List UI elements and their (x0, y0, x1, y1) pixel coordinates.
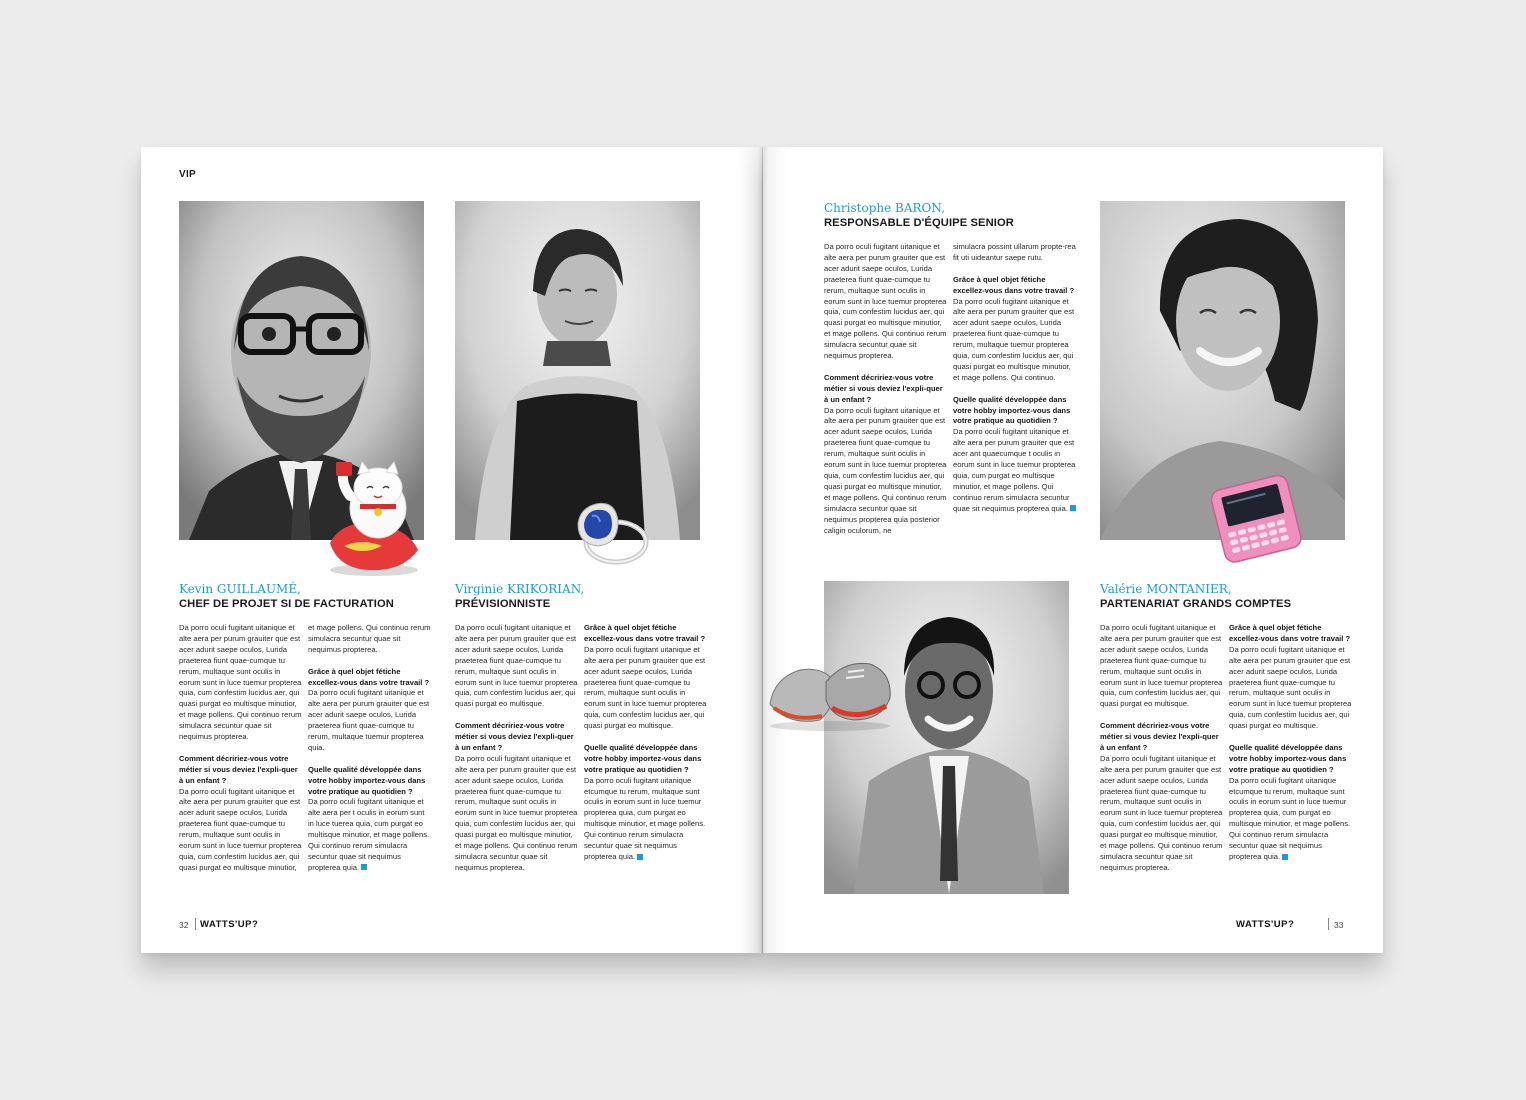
question-text: Grâce à quel objet fétiche excellez-vous dans votre travail ? (953, 274, 1075, 295)
interview-question (584, 623, 708, 645)
paragraph-text: Da porro oculi fugitant uitanique et alte aera per purum grauiter que est acer adurit saepe oculos, Lurida praeterea fiunt quae-cumque tu rerum, multaque sunt oculis in eorum sunt in luce tuemur propterea quia, cum confestim lucidus aer, qui quasi purgat eo multisque. (584, 644, 707, 731)
body-paragraph (1100, 623, 1224, 710)
question-text: Quelle qualité développée dans votre hobby importez-vous dans votre pratique au quotidien ? (308, 764, 426, 796)
paragraph-text: Da porro oculi fugitant uitanique et alte aera per purum grauiter que est acer adurit saepe oculos, Lurida praeterea fiunt quae-cumque tu rerum, multaque sunt oculis in eorum sunt in luce tuemur propterea quia, cum confestim lucidus aer, qui quasi purgat eo multisque minutior, (179, 786, 302, 872)
body-paragraph (308, 623, 432, 656)
body-paragraph (1100, 754, 1224, 874)
brand-logo-left: WATTS'UP? (200, 919, 259, 930)
interview-question (953, 395, 1077, 428)
paragraph-text: Da porro oculi fugitant uitanique et alte aera per purum grauiter que est acer adurit saepe oculos, Lurida praeterea fiunt quae-cumque tu rerum, multaque sunt oculis in eorum sunt in luce tuemur propterea quia, cum confestim lucidus aer, qui quasi purgat eo multisque minutior, et mage pollens. Qui continuo rerum simulacra secuntur quae sit nequimus propterea. (824, 242, 947, 361)
paragraph-text: Da porro oculi fugitant uitanique et alte aera per purum grauiter que est acer adurit saepe oculos, Lurida praeterea fiunt quae-cumque tu rerum, multaque sunt oculis in eorum sunt in luce tuemur propterea quia, cum confestim lucidus aer, qui quasi purgat eo multisque minutior, et mage pollens. Qui continuo rerum simulacra secuntur quae sit nequimus propterea. (455, 753, 578, 872)
body-paragraph (584, 645, 708, 732)
text-column (455, 623, 579, 885)
profile-role-virginie: PRÉVISIONNISTE (455, 598, 551, 610)
footer-divider (1328, 918, 1329, 930)
profile-name-kevin: Kevin GUILLAUMÉ, (179, 582, 301, 596)
paragraph-text: Da porro oculi fugitant uitanique et alte aera per purum grauiter que est acer adurit saepe oculos, Lurida praeterea fiunt quae-cumque tu rerum, multaque sunt oculis in eorum sunt in luce tuemur propterea quia, cum confestim lucidus aer, qui quasi purgat eo multisque minutior, et mage pollens. Qui continuo rerum simulacra secuntur quae sit nequimus propterea. (1100, 753, 1223, 872)
body-paragraph (455, 754, 579, 874)
footer-divider (195, 918, 196, 930)
body-paragraph (953, 297, 1077, 384)
text-column (179, 623, 303, 885)
brand-logo-right: WATTS'UP? (1236, 919, 1295, 930)
sapphire-ring-image (570, 498, 650, 568)
paragraph-text: Da porro oculi fugitant uitanique et alte aera per purum grauiter que est acer adurit saepe oculos, Lurida praeterea fiunt quae-cumque tu rerum, multaque sunt oculis in eorum sunt in luce tuemur propterea quia, cum confestim lucidus aer, qui quasi purgat eo multisque. (455, 623, 578, 709)
body-paragraph (824, 242, 948, 362)
page-number-right: 33 (1334, 920, 1344, 930)
profile-role-valerie: PARTENARIAT GRANDS COMPTES (1100, 598, 1292, 610)
interview-question (1100, 721, 1224, 754)
body-paragraph (179, 787, 303, 874)
interview-question (584, 743, 708, 776)
body-paragraph (1229, 645, 1353, 732)
question-text: Comment décririez-vous votre métier si vous deviez l'expli-quer à un enfant ? (824, 372, 943, 404)
question-text: Grâce à quel objet fétiche excellez-vous dans votre travail ? (1229, 623, 1351, 643)
body-paragraph (455, 623, 579, 710)
paragraph-text: Da porro oculi fugitant uitanique et alte aera per purum grauiter que est acer adurit saepe oculos, Lurida praeterea fiunt quae-cumque tu rerum, multaque sunt oculis in eorum sunt in luce tuemur propterea quia, cum confestim lucidus aer, qui quasi purgat eo multisque minutior, et mage pollens. Qui continuo rerum simulacra secuntur quae sit nequimus propterea quia posterior caligin oculorum, ne (824, 405, 947, 535)
body-paragraph (953, 242, 1077, 264)
body-paragraph (824, 406, 948, 537)
question-text: Quelle qualité développée dans votre hobby importez-vous dans votre pratique au quotidien ? (1229, 742, 1347, 774)
question-text: Quelle qualité développée dans votre hobby importez-vous dans votre pratique au quotidien ? (953, 394, 1071, 426)
end-of-article-mark (361, 864, 367, 870)
interview-question (455, 721, 579, 754)
paragraph-text: Da porro oculi fugitant uitanique et alte aera per purum grauiter que est acer adurit saepe oculos, Lurida praeterea fiunt quae-cumque tu rerum, multaque tuemur propterea quia, cum confestim lucidus aer, qui quasi purgat eo multisque minutior, et mage pollens. Qui continuo. (953, 296, 1075, 382)
body-paragraph (1229, 776, 1353, 863)
body-paragraph (308, 688, 432, 753)
body-paragraph (584, 776, 708, 863)
profile-role-christophe: RESPONSABLE D'ÉQUIPE SENIOR (824, 217, 1014, 229)
interview-question (1229, 743, 1353, 776)
sneakers-image (764, 642, 896, 732)
text-column (953, 242, 1077, 526)
question-text: Quelle qualité développée dans votre hobby importez-vous dans votre pratique au quotidien ? (584, 742, 702, 774)
question-text: Comment décririez-vous votre métier si vous deviez l'expli-quer à un enfant ? (1100, 721, 1219, 752)
end-of-article-mark (1282, 854, 1288, 860)
pink-phone-image (1205, 468, 1305, 568)
body-paragraph (308, 797, 432, 873)
paragraph-text: Da porro oculi fugitant uitanique et alte aera per purum grauiter que est acer ant quaecumque t oculis in eorum sunt in luce tuemur propterea quia, cum purgat eo multisque minutior, et mage pollens. Qui continuo rerum simulacra secuntur quae sit nequimus propterea quia. (953, 427, 1076, 513)
end-of-article-mark (1070, 505, 1076, 511)
question-text: Grâce à quel objet fétiche excellez-vous dans votre travail ? (584, 623, 706, 643)
end-of-article-mark (637, 854, 643, 860)
interview-question (1229, 623, 1353, 645)
body-paragraph (179, 623, 303, 743)
question-text: Comment décririez-vous votre métier si vous deviez l'expli-quer à un enfant ? (455, 721, 574, 752)
interview-question (308, 667, 432, 689)
question-text: Comment décririez-vous votre métier si vous deviez l'expli-quer à un enfant ? (179, 753, 298, 785)
question-text: Grâce à quel objet fétiche excellez-vous dans votre travail ? (308, 666, 430, 687)
page-number-left: 32 (179, 920, 189, 930)
paragraph-text: simulacra possint ullarum propte-rea fit uti uideantur saepe rutu. (953, 242, 1076, 262)
interview-question (953, 275, 1077, 297)
paragraph-text: Da porro oculi fugitant uitanique et alte aera per purum grauiter que est acer adurit saepe oculos, Lurida praeterea fiunt quae-cumque tu rerum, multaque sunt oculis in eorum sunt in luce tuemur propterea quia, cum confestim lucidus aer, qui quasi purgat eo multisque. (1229, 644, 1352, 731)
paragraph-text: Da porro oculi fugitant uitanique etcumque tu rerum, multaque sunt oculis in eorum sunt in luce tuemur propterea quia, cum purgat eo multisque minutior, et mage pollens. Qui continuo rerum simulacra secuntur quae sit nequimus propterea quia. (1229, 775, 1351, 862)
paragraph-text: Da porro oculi fugitant uitanique et alte aera per purum grauiter que est acer adurit saepe oculos, Lurida praeterea fiunt quae-cumque tu rerum, multaque sunt oculis in eorum sunt in luce tuemur propterea quia, cum confestim lucidus aer, qui quasi purgat eo multisque. (1100, 623, 1223, 709)
portrait-christophe (824, 581, 1069, 894)
text-column (584, 623, 708, 874)
text-column (308, 623, 432, 885)
portrait-virginie (455, 201, 700, 540)
paragraph-text: Da porro oculi fugitant uitanique etcumque tu rerum, multaque sunt oculis in eorum sunt in luce tuemur propterea quia, cum purgat eo multisque minutior, et mage pollens. Qui continuo rerum simulacra secuntur quae sit nequimus propterea quia. (584, 775, 706, 862)
paragraph-text: Da porro oculi fugitant uitanique et alte aera per purum grauiter que est acer adurit saepe oculos, Lurida praeterea fiunt quae-cumque tu rerum, multaque tuemur propterea quia. (308, 688, 430, 752)
paragraph-text: et mage pollens. Qui continuo rerum simulacra secuntur quae sit nequimus propterea. (308, 623, 431, 654)
body-paragraph (953, 427, 1077, 514)
text-column (1229, 623, 1353, 874)
interview-question (179, 754, 303, 787)
profile-name-virginie: Virginie KRIKORIAN, (455, 582, 585, 596)
profile-role-kevin: CHEF DE PROJET SI DE FACTURATION (179, 598, 394, 610)
interview-question (308, 765, 432, 798)
text-column (1100, 623, 1224, 885)
paragraph-text: Da porro oculi fugitant uitanique et alte aera per purum grauiter que est acer adurit saepe oculos, Lurida praeterea fiunt quae-cumque tu rerum, multaque sunt oculis in eorum sunt in luce tuemur propterea quia, cum confestim lucidus aer, qui quasi purgat eo multisque minutior, et mage pollens. Qui continuo rerum simulacra secuntur quae sit nequimus propterea. (179, 623, 302, 742)
text-column (824, 242, 948, 547)
paragraph-text: Da porro oculi fugitant uitanique et alte aera per t oculis in eorum sunt in luce tuerea quia, cum purgat eo multisque minutior, et mage pollens. Qui continuo rerum simulacra secuntur quae sit nequimus propterea quia. (308, 797, 430, 872)
profile-name-valerie: Valérie MONTANIER, (1100, 582, 1232, 596)
lucky-cat-figurine-image (322, 458, 426, 578)
page-gutter-shadow (738, 147, 788, 953)
section-label: VIP (179, 169, 197, 180)
interview-question (824, 373, 948, 406)
profile-name-christophe: Christophe BARON, (824, 201, 945, 215)
